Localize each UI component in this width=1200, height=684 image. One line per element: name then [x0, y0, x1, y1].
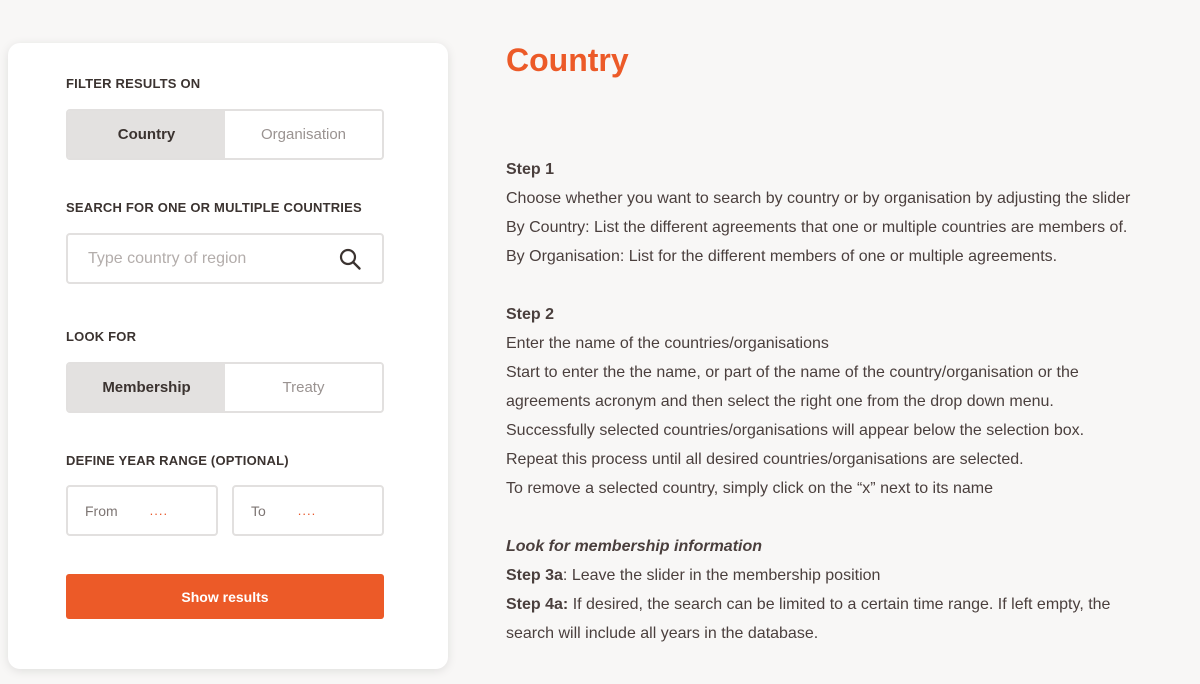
membership-heading: Look for membership information — [506, 538, 763, 555]
year-to-label: To — [251, 502, 266, 519]
step1-line: By Country: List the different agreements that one or multiple countries are members of. — [506, 219, 1128, 236]
look-for-option-treaty[interactable]: Treaty — [225, 364, 382, 411]
filter-panel — [8, 43, 448, 669]
search-input[interactable] — [88, 250, 338, 268]
look-for-label: LOOK FOR — [66, 329, 137, 344]
step2-line: To remove a selected country, simply click on the “x” next to its name — [506, 480, 994, 497]
step2-line: agreements acronym and then select the right one from the drop down menu. — [506, 393, 1054, 410]
instructions — [506, 155, 1196, 648]
filter-option-organisation[interactable]: Organisation — [225, 111, 382, 158]
year-range-label: DEFINE YEAR RANGE (OPTIONAL) — [66, 453, 289, 468]
year-from-label: From — [85, 502, 118, 519]
step3a-line — [506, 561, 1196, 590]
show-results-button[interactable]: Show results — [66, 574, 384, 619]
year-to-value: .... — [297, 503, 317, 518]
year-from-value: .... — [149, 503, 169, 518]
search-label: SEARCH FOR ONE OR MULTIPLE COUNTRIES — [66, 200, 362, 215]
step4a-text: If desired, the search can be limited to a certain time range. If left empty, the — [568, 596, 1111, 613]
step1-line: By Organisation: List for the different members of one or multiple agreements. — [506, 248, 1058, 265]
step2-line: Repeat this process until all desired countries/organisations are selected. — [506, 451, 1024, 468]
look-for-toggle — [66, 362, 384, 413]
search-icon[interactable] — [338, 247, 362, 271]
year-to-field[interactable] — [232, 485, 384, 536]
step4a-line — [506, 590, 1196, 619]
step2-line: Start to enter the the name, or part of the name of the country/organisation or the — [506, 364, 1079, 381]
step2-line: Enter the name of the countries/organisations — [506, 335, 829, 352]
step4a-line-continued: search will include all years in the database. — [506, 625, 819, 642]
look-for-option-membership[interactable]: Membership — [68, 364, 225, 411]
step4a-label: Step 4a: — [506, 596, 569, 613]
filter-toggle — [66, 109, 384, 160]
page-title: Country — [506, 42, 629, 78]
search-box — [66, 233, 384, 284]
step2-line: Successfully selected countries/organisations will appear below the selection box. — [506, 422, 1085, 439]
year-from-field[interactable] — [66, 485, 218, 536]
step3a-label: Step 3a — [506, 567, 563, 584]
filter-results-label: FILTER RESULTS ON — [66, 76, 201, 91]
filter-option-country[interactable]: Country — [68, 111, 225, 158]
step1-heading: Step 1 — [506, 161, 555, 178]
step3a-text: : Leave the slider in the membership position — [562, 567, 881, 584]
step1-line: Choose whether you want to search by country or by organisation by adjusting the slider — [506, 190, 1131, 207]
step2-heading: Step 2 — [506, 306, 555, 323]
